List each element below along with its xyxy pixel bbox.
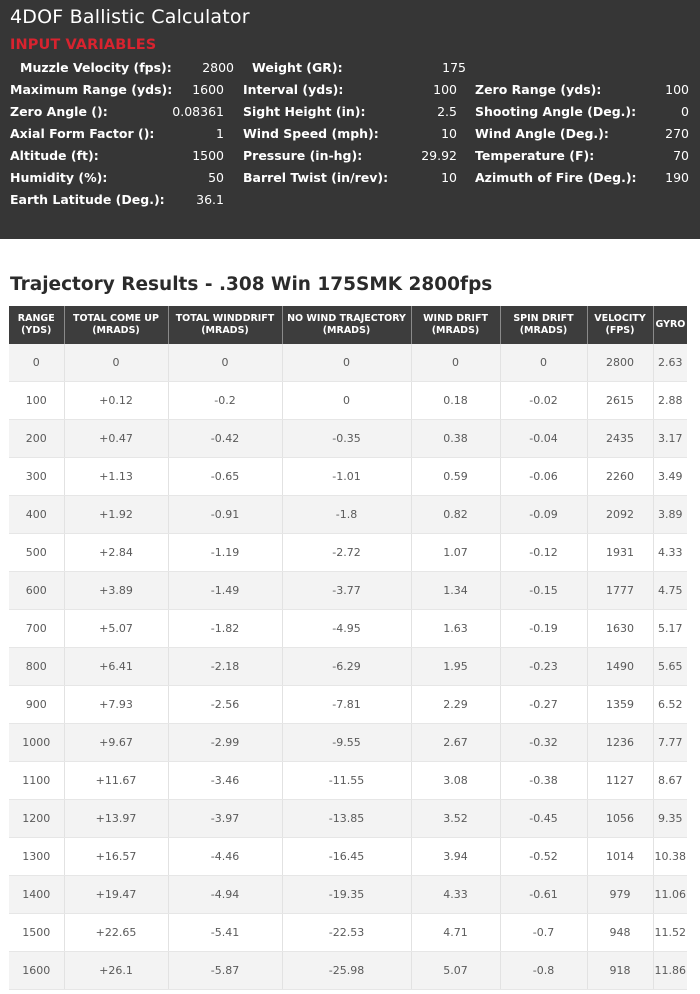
table-cell: 2.67 — [411, 724, 500, 762]
table-cell: 1100 — [9, 762, 64, 800]
table-cell: 0.38 — [411, 420, 500, 458]
table-cell: -13.85 — [282, 800, 411, 838]
column-header-label: WIND DRIFT — [423, 313, 488, 324]
input-label: Axial Form Factor (): — [10, 126, 155, 141]
input-axial-form-factor — [10, 123, 224, 145]
app-title: 4DOF Ballistic Calculator — [10, 6, 250, 28]
input-label: Maximum Range (yds): — [10, 82, 173, 97]
table-cell: +6.41 — [64, 648, 168, 686]
input-label: Muzzle Velocity (fps): — [20, 60, 172, 75]
table-cell: 0 — [9, 344, 64, 382]
table-cell: 1.07 — [411, 534, 500, 572]
table-cell: -4.46 — [168, 838, 282, 876]
table-cell: -3.77 — [282, 572, 411, 610]
table-cell: 4.33 — [653, 534, 687, 572]
table-cell: -0.35 — [282, 420, 411, 458]
column-header-unit: (MRADS) — [431, 325, 480, 336]
table-row — [9, 572, 687, 610]
table-cell: -0.2 — [168, 382, 282, 420]
table-cell: +11.67 — [64, 762, 168, 800]
table-cell: -1.82 — [168, 610, 282, 648]
column-header — [500, 306, 587, 344]
table-cell: 3.08 — [411, 762, 500, 800]
column-header-unit: (MRADS) — [322, 325, 371, 336]
table-cell: 3.52 — [411, 800, 500, 838]
table-cell: -0.52 — [500, 838, 587, 876]
column-header-unit: (MRADS) — [519, 325, 568, 336]
table-cell: +5.07 — [64, 610, 168, 648]
table-cell: -1.19 — [168, 534, 282, 572]
column-header-label: NO WIND TRAJECTORY — [287, 313, 406, 324]
input-interval — [243, 79, 457, 101]
column-header-label: TOTAL COME UP — [73, 313, 159, 324]
table-cell: 6.52 — [653, 686, 687, 724]
table-header-row — [9, 306, 687, 344]
input-value: 0.08361 — [172, 104, 224, 119]
table-cell: 0 — [168, 344, 282, 382]
table-cell: 9.35 — [653, 800, 687, 838]
input-maximum-range — [10, 79, 224, 101]
table-cell: -2.72 — [282, 534, 411, 572]
input-muzzle-velocity — [20, 57, 234, 79]
table-cell: 1014 — [587, 838, 653, 876]
table-cell: 10.38 — [653, 838, 687, 876]
table-cell: 948 — [587, 914, 653, 952]
input-barrel-twist — [243, 167, 457, 189]
input-value: 2800 — [202, 60, 234, 75]
table-row — [9, 420, 687, 458]
column-header-label: RANGE — [17, 313, 55, 324]
table-cell: 2800 — [587, 344, 653, 382]
table-cell: 100 — [9, 382, 64, 420]
table-cell: 700 — [9, 610, 64, 648]
table-cell: 900 — [9, 686, 64, 724]
table-cell: 0.59 — [411, 458, 500, 496]
input-altitude — [10, 145, 224, 167]
table-cell: 0.82 — [411, 496, 500, 534]
table-row — [9, 762, 687, 800]
table-cell: -0.06 — [500, 458, 587, 496]
table-cell: 11.86 — [653, 952, 687, 990]
table-cell: 2.63 — [653, 344, 687, 382]
table-cell: +3.89 — [64, 572, 168, 610]
results-title: Trajectory Results - .308 Win 175SMK 2800fps — [10, 274, 493, 295]
table-cell: 0 — [500, 344, 587, 382]
input-value: 190 — [665, 170, 689, 185]
column-header — [9, 306, 64, 344]
table-cell: -7.81 — [282, 686, 411, 724]
table-cell: 4.33 — [411, 876, 500, 914]
table-cell: 1127 — [587, 762, 653, 800]
column-header — [653, 306, 687, 344]
input-label: Zero Range (yds): — [475, 82, 602, 97]
table-cell: +26.1 — [64, 952, 168, 990]
table-cell: -22.53 — [282, 914, 411, 952]
table-cell: 600 — [9, 572, 64, 610]
table-row — [9, 382, 687, 420]
table-cell: -4.95 — [282, 610, 411, 648]
input-humidity — [10, 167, 224, 189]
input-azimuth-of-fire — [475, 167, 689, 189]
table-cell: -16.45 — [282, 838, 411, 876]
table-cell: 1630 — [587, 610, 653, 648]
table-cell: 979 — [587, 876, 653, 914]
table-cell: 1236 — [587, 724, 653, 762]
input-label: Earth Latitude (Deg.): — [10, 192, 165, 207]
input-label: Shooting Angle (Deg.): — [475, 104, 637, 119]
table-cell: 11.06 — [653, 876, 687, 914]
table-row — [9, 458, 687, 496]
input-value: 50 — [208, 170, 224, 185]
table-cell: 3.49 — [653, 458, 687, 496]
table-cell: -0.61 — [500, 876, 587, 914]
input-label: Weight (GR): — [252, 60, 343, 75]
table-cell: 2.88 — [653, 382, 687, 420]
input-value: 100 — [433, 82, 457, 97]
table-cell: -0.09 — [500, 496, 587, 534]
table-cell: -0.38 — [500, 762, 587, 800]
table-cell: -1.8 — [282, 496, 411, 534]
column-header-unit: (FPS) — [605, 325, 635, 336]
input-label: Sight Height (in): — [243, 104, 366, 119]
table-cell: 0 — [282, 382, 411, 420]
input-temperature — [475, 145, 689, 167]
table-cell: -0.04 — [500, 420, 587, 458]
input-label: Zero Angle (): — [10, 104, 108, 119]
table-cell: 1931 — [587, 534, 653, 572]
column-header — [168, 306, 282, 344]
table-cell: 1.95 — [411, 648, 500, 686]
table-cell: 200 — [9, 420, 64, 458]
table-cell: -0.7 — [500, 914, 587, 952]
table-cell: 1.63 — [411, 610, 500, 648]
table-cell: -0.8 — [500, 952, 587, 990]
table-cell: 5.65 — [653, 648, 687, 686]
table-cell: 2435 — [587, 420, 653, 458]
table-cell: -5.87 — [168, 952, 282, 990]
input-value: 36.1 — [196, 192, 224, 207]
table-cell: -3.46 — [168, 762, 282, 800]
input-label: Pressure (in-hg): — [243, 148, 363, 163]
table-cell: +0.47 — [64, 420, 168, 458]
table-cell: 1600 — [9, 952, 64, 990]
input-value: 10 — [441, 170, 457, 185]
column-header-label: TOTAL WINDDRIFT — [175, 313, 275, 324]
table-cell: 1777 — [587, 572, 653, 610]
table-cell: 1400 — [9, 876, 64, 914]
table-row — [9, 344, 687, 382]
table-cell: 5.17 — [653, 610, 687, 648]
table-cell: -1.49 — [168, 572, 282, 610]
table-row — [9, 876, 687, 914]
table-row — [9, 838, 687, 876]
table-cell: -0.19 — [500, 610, 587, 648]
table-cell: 300 — [9, 458, 64, 496]
table-cell: -0.02 — [500, 382, 587, 420]
table-cell: 1000 — [9, 724, 64, 762]
table-cell: -5.41 — [168, 914, 282, 952]
table-cell: +2.84 — [64, 534, 168, 572]
column-header — [411, 306, 500, 344]
table-cell: +1.13 — [64, 458, 168, 496]
table-cell: -0.91 — [168, 496, 282, 534]
table-cell: -0.45 — [500, 800, 587, 838]
input-value: 29.92 — [421, 148, 457, 163]
input-wind-angle — [475, 123, 689, 145]
column-header-unit: (MRADS) — [201, 325, 249, 336]
input-zero-range — [475, 79, 689, 101]
table-cell: +1.92 — [64, 496, 168, 534]
column-header-label: VELOCITY — [594, 313, 646, 324]
input-label: Azimuth of Fire (Deg.): — [475, 170, 637, 185]
table-cell: +16.57 — [64, 838, 168, 876]
input-sight-height — [243, 101, 457, 123]
table-cell: +0.12 — [64, 382, 168, 420]
table-cell: -9.55 — [282, 724, 411, 762]
input-label: Barrel Twist (in/rev): — [243, 170, 389, 185]
input-value: 0 — [681, 104, 689, 119]
table-cell: -0.42 — [168, 420, 282, 458]
input-value: 2.5 — [437, 104, 457, 119]
table-cell: 0 — [64, 344, 168, 382]
table-cell: 4.75 — [653, 572, 687, 610]
table-cell: 1500 — [9, 914, 64, 952]
table-cell: -0.32 — [500, 724, 587, 762]
input-value: 1 — [216, 126, 224, 141]
table-row — [9, 534, 687, 572]
table-row — [9, 800, 687, 838]
table-cell: 11.52 — [653, 914, 687, 952]
input-label: Altitude (ft): — [10, 148, 99, 163]
table-cell: -3.97 — [168, 800, 282, 838]
table-cell: -0.27 — [500, 686, 587, 724]
table-cell: 3.89 — [653, 496, 687, 534]
column-header-label: GYRO — [655, 319, 686, 330]
input-label: Wind Speed (mph): — [243, 126, 379, 141]
table-cell: -2.56 — [168, 686, 282, 724]
column-header-unit: (YDS) — [21, 325, 52, 336]
table-cell: 7.77 — [653, 724, 687, 762]
table-row — [9, 724, 687, 762]
table-cell: 1056 — [587, 800, 653, 838]
table-row — [9, 496, 687, 534]
table-cell: -2.99 — [168, 724, 282, 762]
table-row — [9, 610, 687, 648]
table-cell: -4.94 — [168, 876, 282, 914]
input-value: 100 — [665, 82, 689, 97]
table-cell: 0.18 — [411, 382, 500, 420]
table-cell: 2615 — [587, 382, 653, 420]
input-label: Humidity (%): — [10, 170, 108, 185]
table-cell: 2092 — [587, 496, 653, 534]
table-cell: -0.23 — [500, 648, 587, 686]
column-header — [64, 306, 168, 344]
input-weight — [252, 57, 466, 79]
table-cell: -0.65 — [168, 458, 282, 496]
table-cell: 0 — [411, 344, 500, 382]
input-pressure — [243, 145, 457, 167]
table-cell: 1359 — [587, 686, 653, 724]
input-zero-angle — [10, 101, 224, 123]
input-value: 1500 — [192, 148, 224, 163]
input-value: 70 — [673, 148, 689, 163]
input-shooting-angle — [475, 101, 689, 123]
table-cell: 918 — [587, 952, 653, 990]
table-cell: +19.47 — [64, 876, 168, 914]
table-cell: 4.71 — [411, 914, 500, 952]
column-header-label: SPIN DRIFT — [513, 313, 574, 324]
section-title: INPUT VARIABLES — [10, 37, 157, 53]
column-header — [587, 306, 653, 344]
table-cell: 1300 — [9, 838, 64, 876]
input-label: Interval (yds): — [243, 82, 344, 97]
table-row — [9, 952, 687, 990]
input-value: 175 — [442, 60, 466, 75]
table-cell: 800 — [9, 648, 64, 686]
input-wind-speed — [243, 123, 457, 145]
table-cell: 500 — [9, 534, 64, 572]
input-earth-latitude — [10, 189, 224, 211]
table-cell: 2260 — [587, 458, 653, 496]
table-cell: 3.17 — [653, 420, 687, 458]
table-cell: 1490 — [587, 648, 653, 686]
table-cell: 8.67 — [653, 762, 687, 800]
table-cell: +22.65 — [64, 914, 168, 952]
table-cell: -25.98 — [282, 952, 411, 990]
table-cell: 1.34 — [411, 572, 500, 610]
input-value: 1600 — [192, 82, 224, 97]
table-cell: -2.18 — [168, 648, 282, 686]
table-cell: -19.35 — [282, 876, 411, 914]
table-cell: -6.29 — [282, 648, 411, 686]
table-cell: -0.15 — [500, 572, 587, 610]
input-label: Wind Angle (Deg.): — [475, 126, 609, 141]
table-cell: 2.29 — [411, 686, 500, 724]
table-cell: -0.12 — [500, 534, 587, 572]
input-value: 270 — [665, 126, 689, 141]
table-row — [9, 914, 687, 952]
table-cell: -1.01 — [282, 458, 411, 496]
table-cell: 400 — [9, 496, 64, 534]
column-header-unit: (MRADS) — [92, 325, 140, 336]
table-cell: +7.93 — [64, 686, 168, 724]
table-row — [9, 648, 687, 686]
table-cell: +13.97 — [64, 800, 168, 838]
trajectory-results-table — [9, 306, 687, 990]
input-panel — [0, 0, 700, 239]
table-cell: 1200 — [9, 800, 64, 838]
table-row — [9, 686, 687, 724]
table-cell: 5.07 — [411, 952, 500, 990]
table-cell: 3.94 — [411, 838, 500, 876]
column-header — [282, 306, 411, 344]
input-label: Temperature (F): — [475, 148, 595, 163]
table-cell: 0 — [282, 344, 411, 382]
input-value: 10 — [441, 126, 457, 141]
table-cell: +9.67 — [64, 724, 168, 762]
table-cell: -11.55 — [282, 762, 411, 800]
